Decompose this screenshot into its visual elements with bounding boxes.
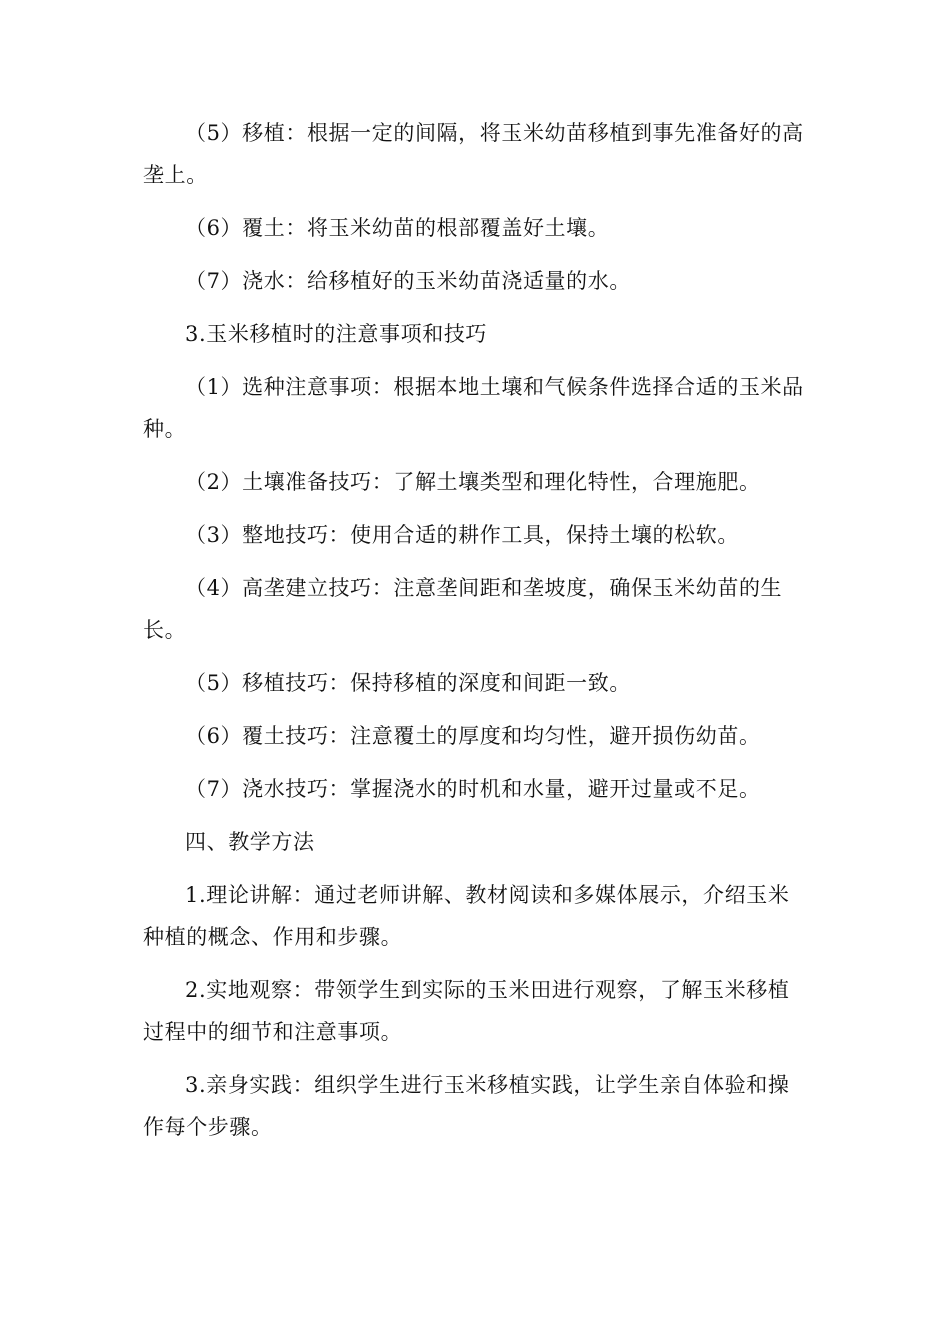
paragraph-land-prep-tip: （3）整地技巧：使用合适的耕作工具，保持土壤的松软。 — [185, 523, 739, 547]
paragraph-soil-prep-tip: （2）土壤准备技巧：了解土壤类型和理化特性，合理施肥。 — [185, 470, 761, 494]
paragraph-hands-on-practice: 3.亲身实践：组织学生进行玉米移植实践，让学生亲自体验和操作每个步骤。 — [143, 1073, 790, 1139]
section-heading-precautions: 3.玉米移植时的注意事项和技巧 — [185, 322, 488, 346]
paragraph-cover-soil-tip: （6）覆土技巧：注意覆土的厚度和均匀性，避开损伤幼苗。 — [185, 724, 761, 748]
paragraph-cover-soil-step: （6）覆土：将玉米幼苗的根部覆盖好土壤。 — [185, 216, 610, 240]
document-body — [143, 112, 809, 1159]
section-heading-teaching-methods: 四、教学方法 — [185, 830, 315, 854]
paragraph-watering-tip: （7）浇水技巧：掌握浇水的时机和水量，避开过量或不足。 — [185, 777, 761, 801]
paragraph-theory-lecture: 1.理论讲解：通过老师讲解、教材阅读和多媒体展示，介绍玉米种植的概念、作用和步骤。 — [143, 883, 790, 949]
paragraph-ridge-tip: （4）高垄建立技巧：注意垄间距和垄坡度，确保玉米幼苗的生长。 — [143, 576, 783, 642]
paragraph-watering-step: （7）浇水：给移植好的玉米幼苗浇适量的水。 — [185, 269, 631, 293]
paragraph-field-observation: 2.实地观察：带领学生到实际的玉米田进行观察，了解玉米移植过程中的细节和注意事项。 — [143, 978, 790, 1044]
paragraph-transplant-tip: （5）移植技巧：保持移植的深度和间距一致。 — [185, 671, 631, 695]
paragraph-transplant-step: （5）移植：根据一定的间隔，将玉米幼苗移植到事先准备好的高垄上。 — [143, 121, 804, 187]
paragraph-seed-selection-tip: （1）选种注意事项：根据本地土壤和气候条件选择合适的玉米品种。 — [143, 375, 804, 441]
